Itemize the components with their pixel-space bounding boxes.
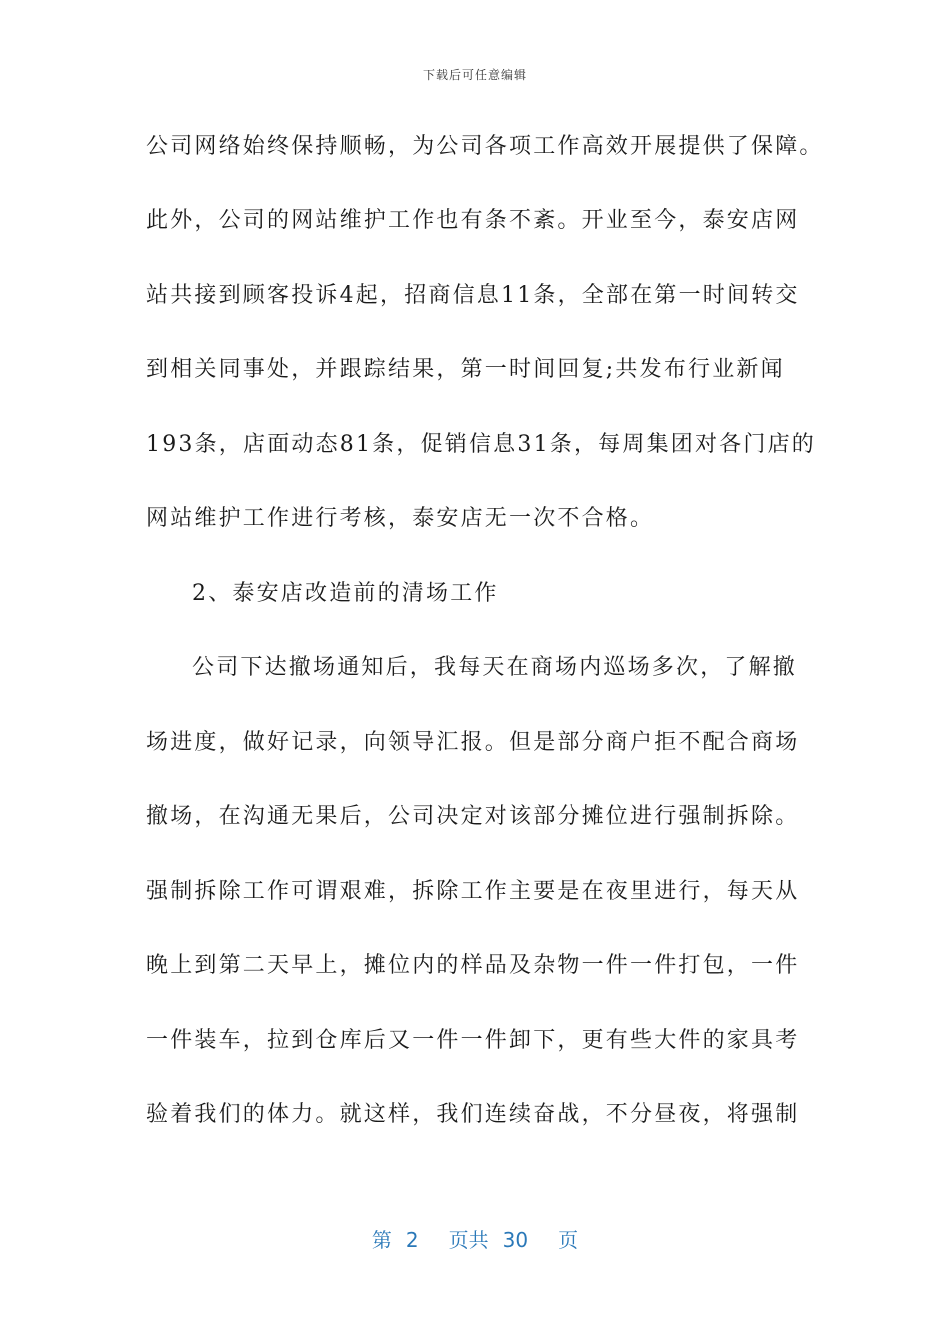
page-header-note: 下载后可任意编辑 <box>422 68 527 82</box>
body-line: 网站维护工作进行考核，泰安店无一次不合格。 <box>146 506 655 531</box>
body-line: 撤场，在沟通无果后，公司决定对该部分摊位进行强制拆除。 <box>146 804 800 829</box>
page-mid: 页共 <box>448 1228 489 1252</box>
body-line: 验着我们的体力。就这样，我们连续奋战，不分昼夜，将强制 <box>146 1102 800 1127</box>
page-number: 2 <box>405 1228 419 1252</box>
body-line: 193条，店面动态81条，促销信息31条，每周集团对各门店的 <box>146 432 816 457</box>
body-line: 强制拆除工作可谓艰难，拆除工作主要是在夜里进行，每天从 <box>146 879 800 904</box>
body-line: 公司下达撤场通知后，我每天在商场内巡场多次，了解撤 <box>192 655 798 680</box>
body-line: 晚上到第二天早上，摊位内的样品及杂物一件一件打包，一件 <box>146 953 800 978</box>
page-total: 30 <box>502 1228 529 1252</box>
body-line: 站共接到顾客投诉4起，招商信息11条，全部在第一时间转交 <box>146 283 800 308</box>
body-line: 此外，公司的网站维护工作也有条不紊。开业至今，泰安店网 <box>146 208 800 233</box>
body-line: 公司网络始终保持顺畅，为公司各项工作高效开展提供了保障。 <box>146 134 824 159</box>
page-footer <box>0 1224 950 1253</box>
body-line: 场进度，做好记录，向领导汇报。但是部分商户拒不配合商场 <box>146 730 800 755</box>
body-line: 到相关同事处，并跟踪结果，第一时间回复;共发布行业新闻 <box>146 357 785 382</box>
body-line: 一件装车，拉到仓库后又一件一件卸下，更有些大件的家具考 <box>146 1028 800 1053</box>
page-suffix: 页 <box>558 1228 579 1252</box>
section-heading: 2、泰安店改造前的清场工作 <box>192 581 499 606</box>
page-prefix: 第 <box>371 1228 392 1252</box>
